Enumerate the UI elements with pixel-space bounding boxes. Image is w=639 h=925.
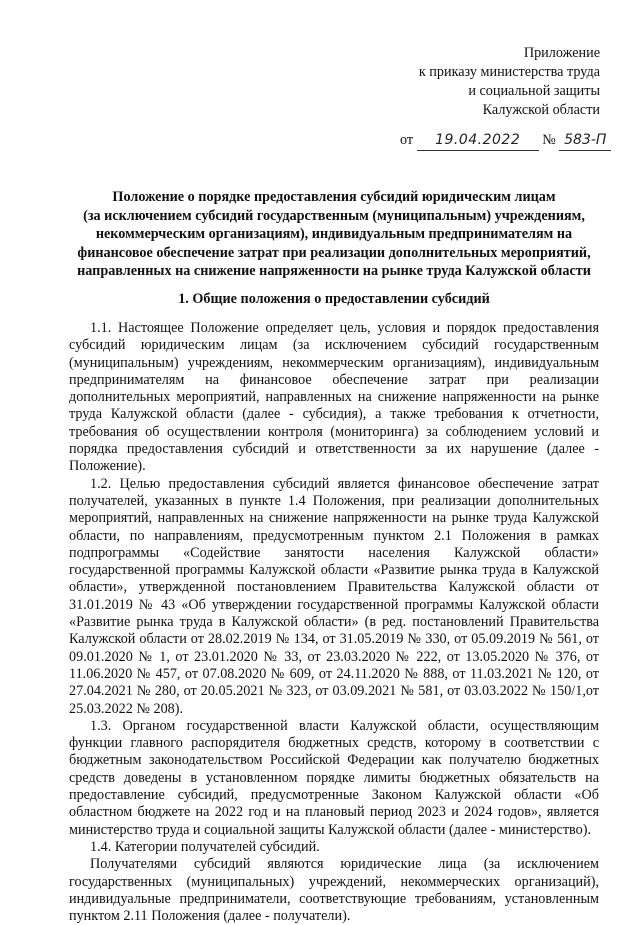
paragraph-1-1: 1.1. Настоящее Положение определяет цель, условия и порядок предоставления субсидий юридическим лицам (за исключением субсидий государственным (муниципальным) учреждениям, некоммерческим организациям), индивидуальным предпринимателям на финансовое обеспечение затрат при реализации дополнительных мероприятий, направленных на снижение напряженности на рынке труда Калужской области (далее - субсидия), а также требования к отчетности, требования об осуществлении контроля (мониторинга) за соблюдением условий и порядка предоставления субсидий и ответственности за их нарушение (далее - Положение). (69, 320, 599, 475)
title-line: финансовое обеспечение затрат при реализации дополнительных мероприятий, (77, 244, 591, 261)
title-line: направленных на снижение напряженности на рынке труда Калужской области (77, 263, 591, 280)
appendix-line: и социальной защиты (468, 83, 600, 99)
order-date-prefix: от (400, 132, 414, 148)
appendix-block (395, 44, 600, 120)
paragraph-recipients: Получателями субсидий являются юридические лица (за исключением государственных (муниципальных) учреждений, некоммерческих организаций), индивидуальные предприниматели, соответствующие требованиям, установленным пунктом 2.11 Положения (далее - получатели). (69, 856, 599, 925)
appendix-line: к приказу министерства труда (418, 64, 600, 80)
paragraph-1-2: 1.2. Целью предоставления субсидий является финансовое обеспечение затрат получателей, указанных в пункте 1.4 Положения, при реализации дополнительных мероприятий, направленных на снижение напряженности на рынке труда Калужской области, по направлениям, предусмотренным пунктом 2.1 Положения в рамках подпрограммы «Содействие занятости населения Калужской области» государственной программы Калужской области «Развитие рынка труда в Калужской области», утвержденной постановлением Правительства Калужской области от 31.01.2019 № 43 «Об утверждении государственной программы Калужской области «Развитие рынка труда в Калужской области» (в ред. постановлений Правительства Калужской области от 28.02.2019 № 134, от 31.05.2019 № 330, от 05.09.2019 № 561, от 09.01.2020 № 1, от 23.01.2020 № 33, от 23.03.2020 № 222, от 13.05.2020 № 376, от 11.06.2020 № 457, от 07.08.2020 № 609, от 24.11.2020 № 888, от 11.03.2021 № 120, от 27.04.2021 № 280, от 20.05.2021 № 323, от 03.09.2021 № 581, от 03.03.2022 № 150/1,от 25.03.2022 № 208). (69, 475, 599, 717)
section-heading: 1. Общие положения о предоставлении субсидий (178, 291, 490, 307)
appendix-line: Приложение (523, 45, 600, 61)
order-date-handwritten: 19.04.2022 (417, 130, 539, 151)
paragraph-1-3: 1.3. Органом государственной власти Калужской области, осуществляющим функции главного распорядителя бюджетных средств, которому в соответствии с бюджетным законодательством Российской Федерации как получателю бюджетных средств доведены в установленном порядке лимиты бюджетных обязательств на предоставление субсидий, предусмотренные Законом Калужской области «Об областном бюджете на 2022 год и на плановый период 2023 и 2024 годов», является министерство труда и социальной защиты Калужской области (далее - министерство). (69, 717, 599, 838)
document-body (69, 320, 599, 925)
appendix-line: Калужской области (482, 102, 600, 118)
title-line: Положение о порядке предоставления субсидий юридическим лицам (112, 189, 556, 205)
order-number-handwritten: 583-П (559, 130, 611, 151)
title-line: (за исключением субсидий государственным (муниципальным) учреждениям, (83, 207, 585, 224)
order-number-prefix: № (542, 132, 556, 148)
document-title (70, 188, 598, 281)
paragraph-1-4: 1.4. Категории получателей субсидий. (90, 838, 320, 855)
order-date-number (400, 130, 607, 151)
title-line: некоммерческим организациям), индивидуальным предпринимателям на (95, 226, 573, 243)
